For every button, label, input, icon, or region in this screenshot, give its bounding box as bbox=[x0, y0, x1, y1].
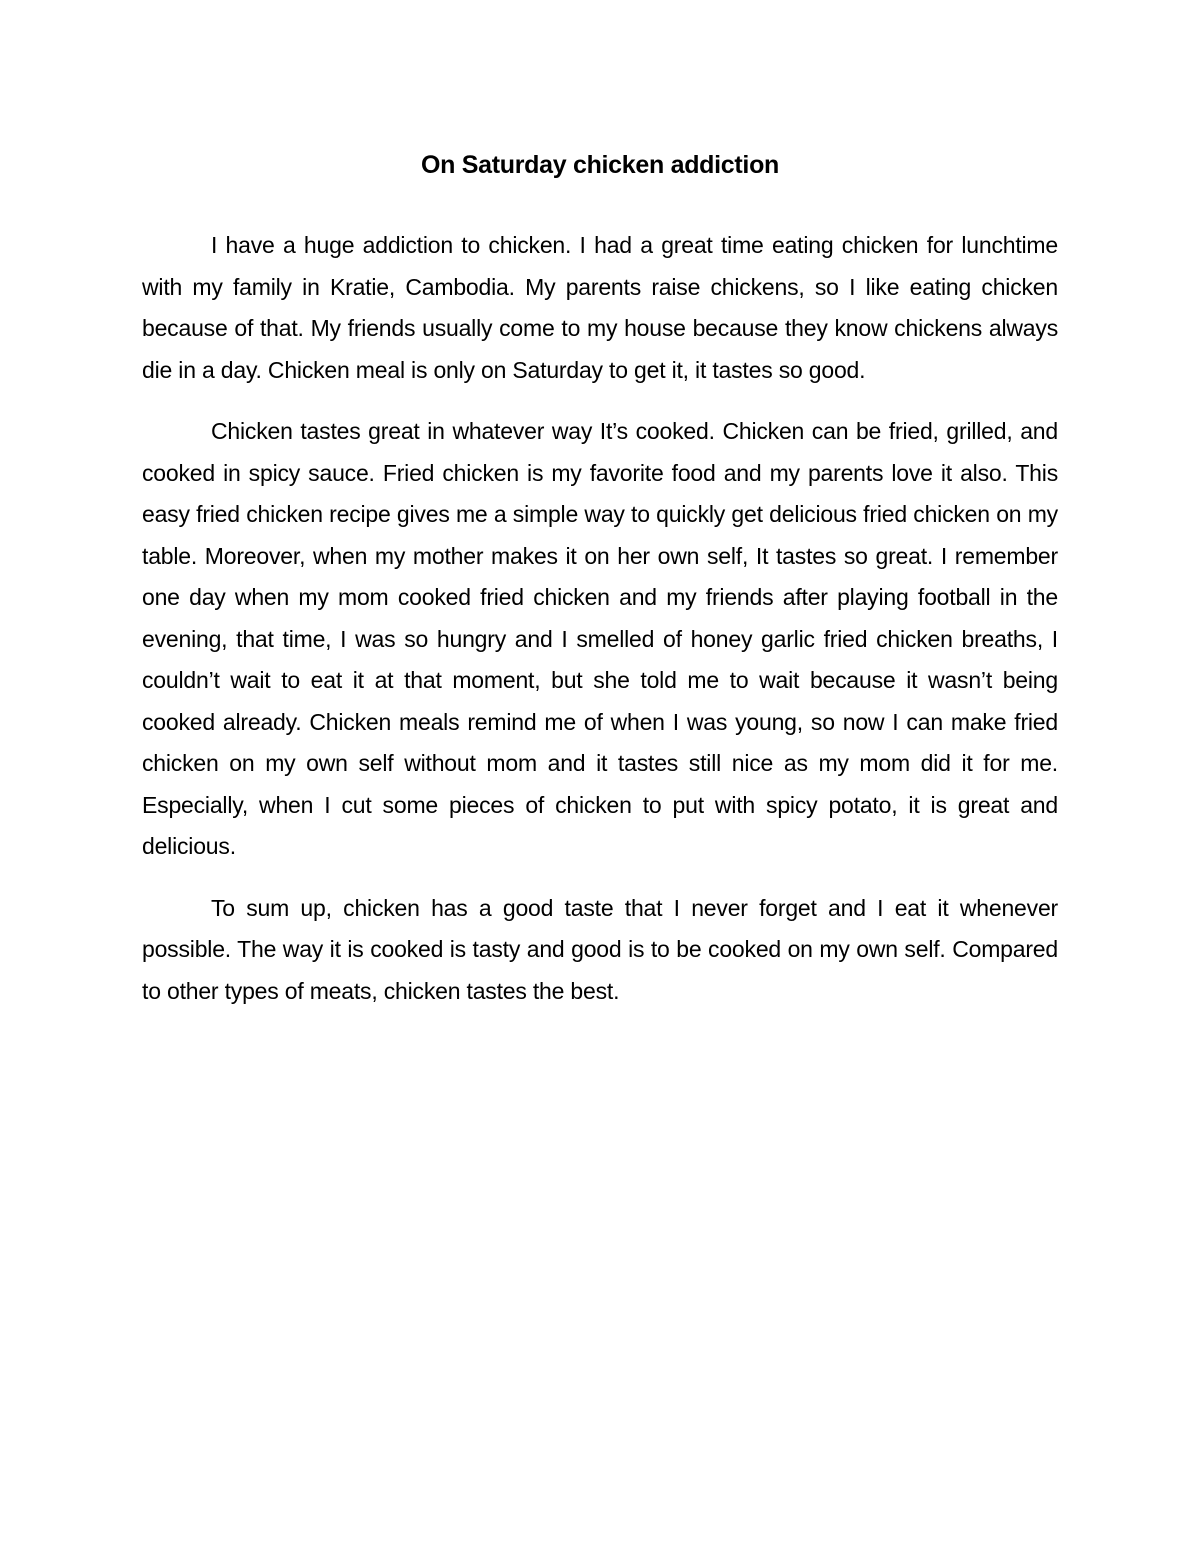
paragraph-intro: I have a huge addiction to chicken. I had a great time eating chicken for lunchtime with my family in Kratie, Cambodia. My parents raise chickens, so I like eating chicken because of that. My friends usually come to my house because they know chickens always die in a day. Chicken meal is only on Saturday to get it, it tastes so good. bbox=[142, 232, 1058, 383]
paragraph-conclusion: To sum up, chicken has a good taste that I never forget and I eat it whenever possible. The way it is cooked is tasty and good is to be cooked on my own self. Compared to other types of meats, chicken tastes the best. bbox=[142, 894, 1058, 1004]
document-body bbox=[142, 145, 1058, 1032]
document-title: On Saturday chicken addiction bbox=[420, 151, 780, 179]
paragraph-body: Chicken tastes great in whatever way It’s cooked. Chicken can be fried, grilled, and cooked in spicy sauce. Fried chicken is my favorite food and my parents love it also. This easy fried chicken recipe gives me a simple way to quickly get delicious fried chicken on my table. Moreover, when my mother makes it on her own self, It tastes so great. I remember one day when my mom cooked fried chicken and my friends after playing football in the evening, that time, I was so hungry and I smelled of honey garlic fried chicken breaths, I couldn’t wait to eat it at that moment, but she told me to wait because it wasn’t being cooked already. Chicken meals remind me of when I was young, so now I can make fried chicken on my own self without mom and it tastes still nice as my mom did it for me. Especially, when I cut some pieces of chicken to put with spicy potato, it is great and delicious. bbox=[142, 418, 1058, 859]
